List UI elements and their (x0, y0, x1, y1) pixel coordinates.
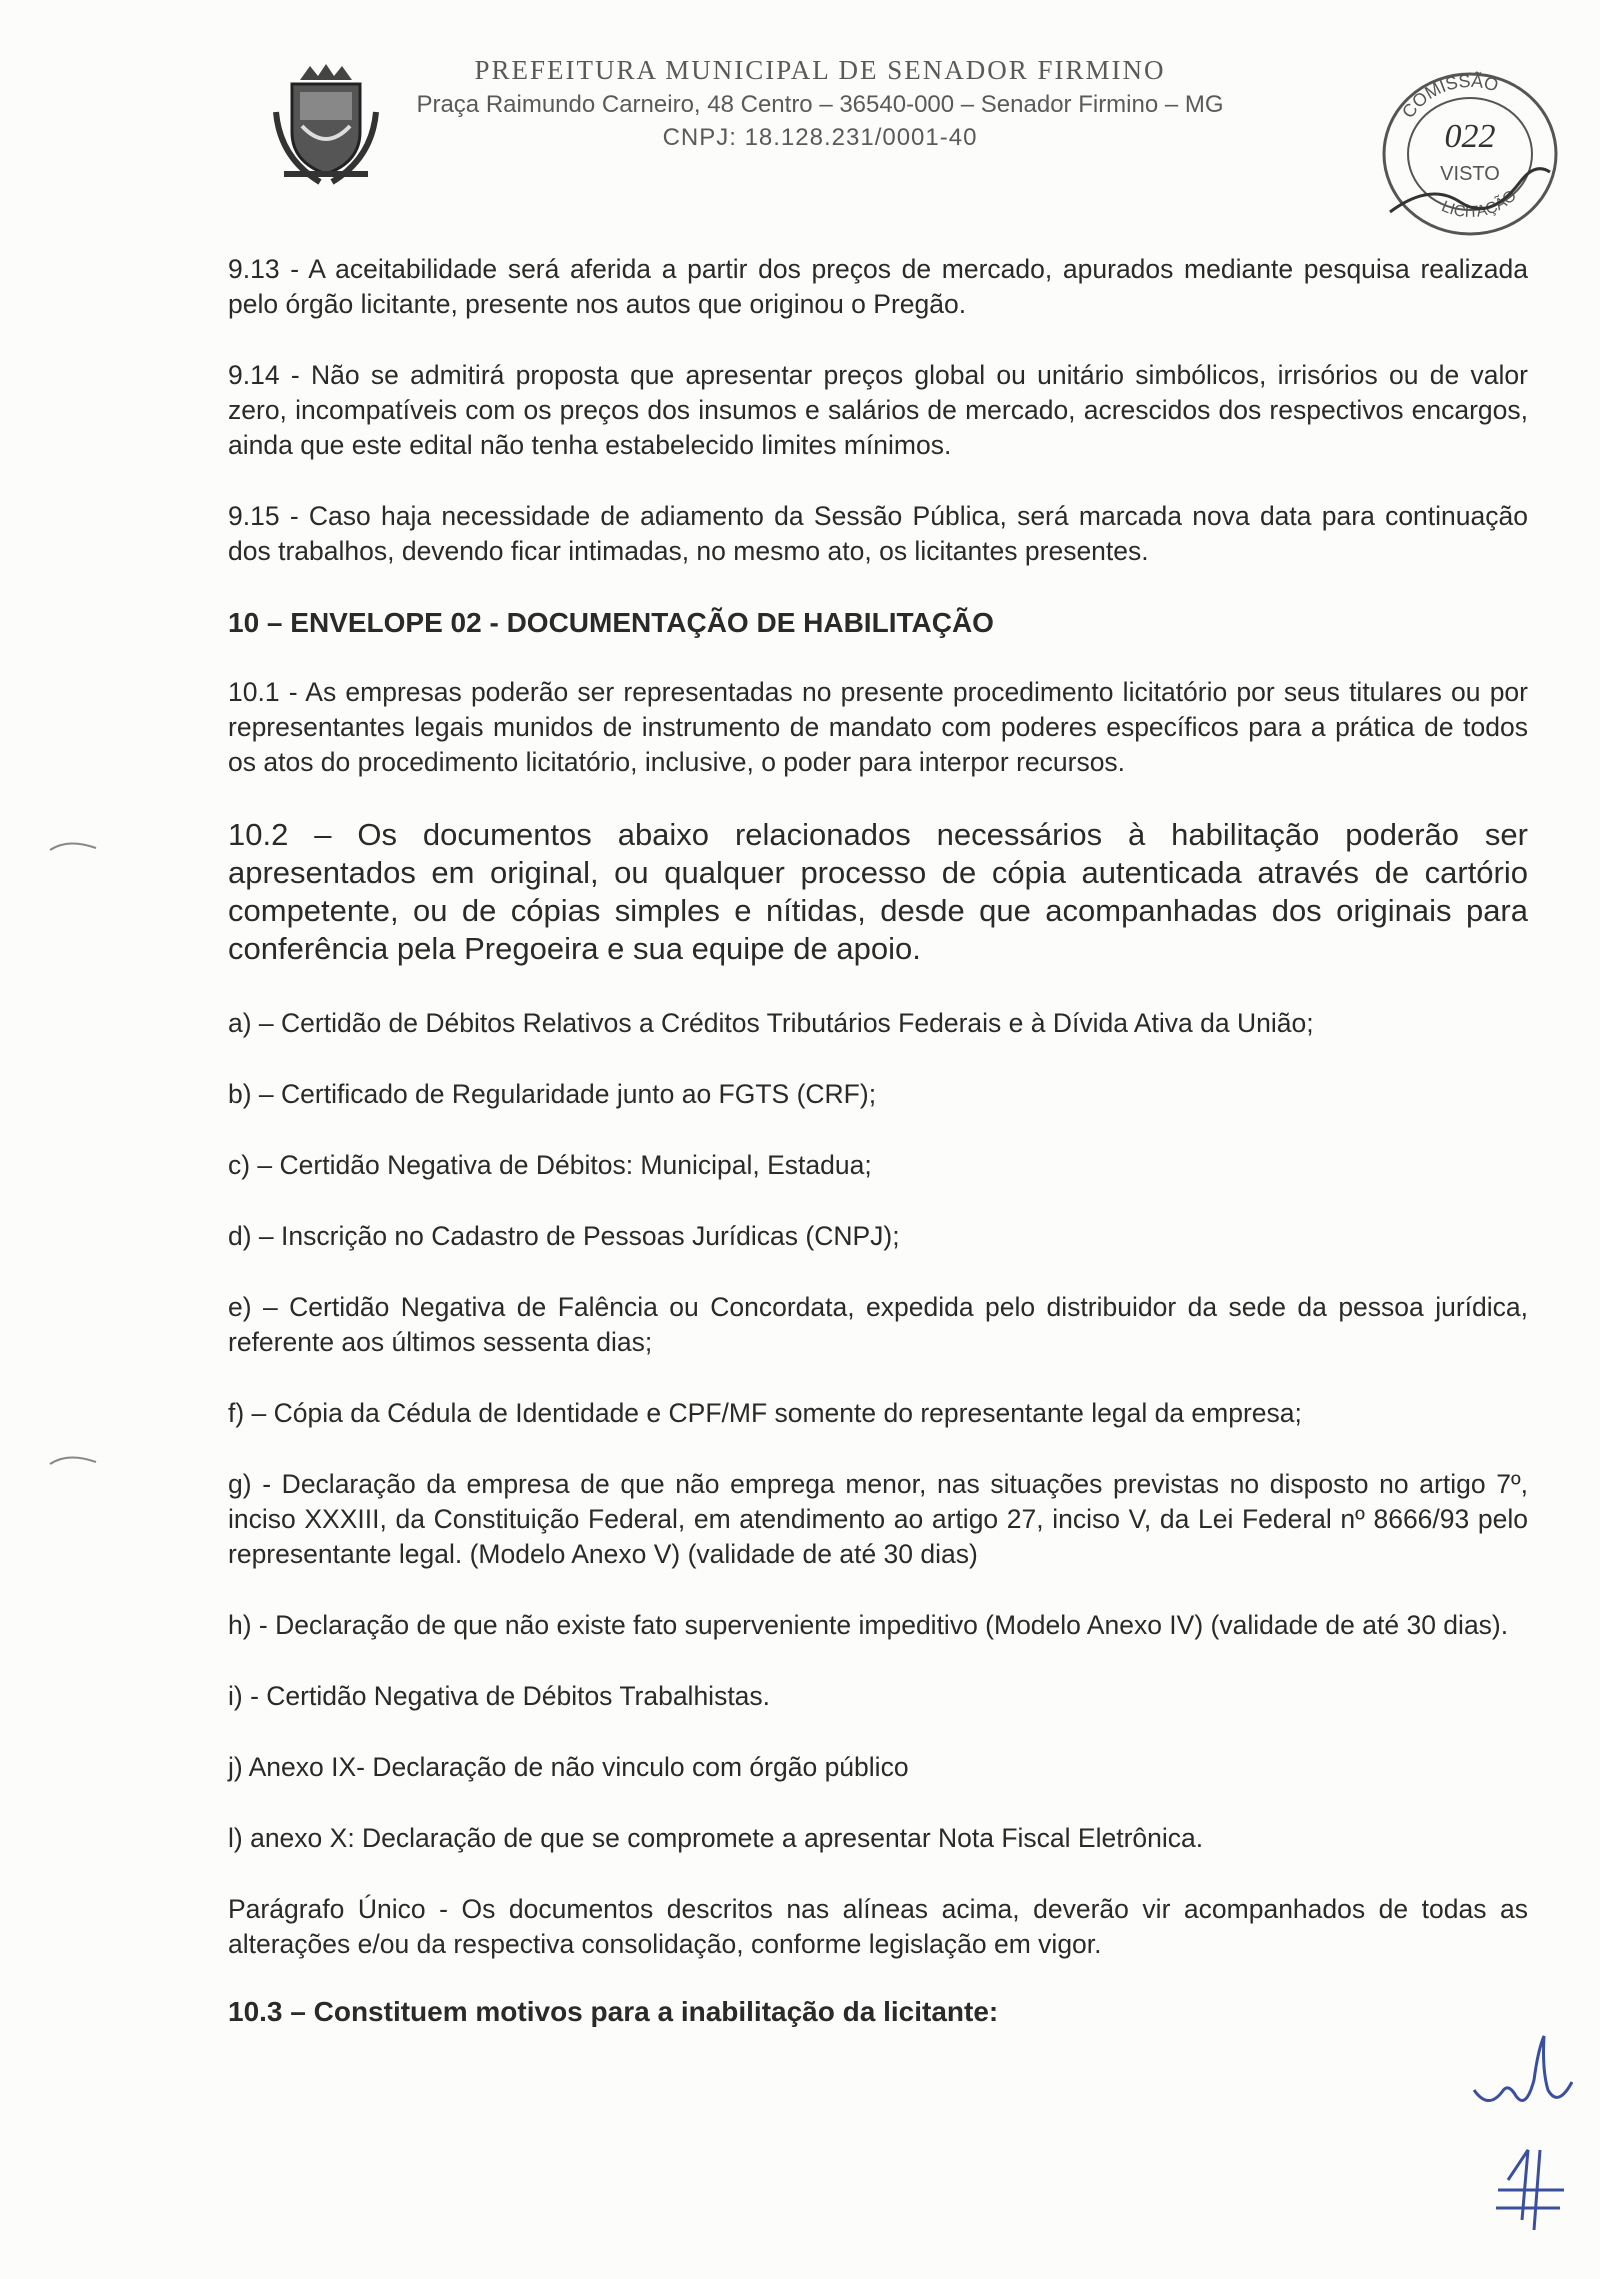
stamp-top-text: COMISSÃO (1397, 70, 1501, 122)
section-heading-10: 10 – ENVELOPE 02 - DOCUMENTAÇÃO DE HABILITAÇÃO (228, 607, 994, 638)
municipal-crest-icon (270, 62, 382, 188)
stamp-number: 022 (1444, 118, 1496, 155)
list-item-c: c) – Certidão Negativa de Débitos: Municipal, Estadua; (228, 1150, 872, 1180)
svg-text:COMISSÃO (1398, 70, 1501, 122)
list-item-b: b) – Certificado de Regularidade junto ao FGTS (CRF); (228, 1079, 877, 1109)
clause-9-13: 9.13 - A aceitabilidade será aferida a partir dos preços de mercado, apurados mediante pesquisa realizada pelo órgão licitante, presente nos autos que originou o Pregão. (228, 254, 1528, 319)
list-item-j: j) Anexo IX- Declaração de não vinculo com órgão público (228, 1752, 909, 1782)
list-item-l: l) anexo X: Declaração de que se compromete a apresentar Nota Fiscal Eletrônica. (228, 1823, 1204, 1853)
stamp-middle-text: VISTO (1440, 163, 1500, 185)
section-heading-10-3: 10.3 – Constituem motivos para a inabilitação da licitante: (228, 1996, 999, 2027)
list-item-e: e) – Certidão Negativa de Falência ou Concordata, expedida pelo distribuidor da sede da pessoa jurídica, referente aos últimos sessenta dias; (228, 1292, 1528, 1357)
margin-mark-icon (48, 838, 98, 854)
svg-text:LICITAÇÃO (1439, 187, 1520, 221)
list-item-a: a) – Certidão de Débitos Relativos a Créditos Tributários Federais e à Dívida Ativa da União; (228, 1008, 1314, 1038)
organization-address: Praça Raimundo Carneiro, 48 Centro – 36540-000 – Senador Firmino – MG (416, 91, 1224, 118)
stamp-bottom-text: LICITAÇÃO (1438, 187, 1521, 222)
list-item-g: g) - Declaração da empresa de que não emprega menor, nas situações previstas no disposto no artigo 7º, inciso XXXIII, da Constituição Federal, em atendimento ao artigo 27, inciso V, da Lei Federal nº 8666/93 pelo representante legal. (Modelo Anexo V) (validade de até 30 dias) (228, 1469, 1528, 1569)
list-item-d: d) – Inscrição no Cadastro de Pessoas Jurídicas (CNPJ); (228, 1221, 900, 1251)
clause-10-1: 10.1 - As empresas poderão ser representadas no presente procedimento licitatório por seus titulares ou por representantes legais munidos de instrumento de mandato com poderes específicos para a prática de todos os atos do procedimento licitatório, inclusive, o poder para interpor recursos. (228, 677, 1528, 777)
clause-9-14: 9.14 - Não se admitirá proposta que apresentar preços global ou unitário simbólicos, irrisórios ou de valor zero, incompatíveis com os preços dos insumos e salários de mercado, acrescidos dos respectivos encargos, ainda que este edital não tenha estabelecido limites mínimos. (228, 360, 1528, 460)
clause-10-2: 10.2 – Os documentos abaixo relacionados necessários à habilitação poderão ser apresentados em original, ou qualquer processo de cópia autenticada através de cartório competente, ou de cópias simples e nítidas, desde que acompanhadas dos originais para conferência pela Pregoeira e sua equipe de apoio. (228, 817, 1528, 966)
paragrafo-unico: Parágrafo Único - Os documentos descritos nas alíneas acima, deverão vir acompanhados de todas as alterações e/ou da respectiva consolidação, conforme legislação em vigor. (228, 1894, 1528, 1959)
document-body (228, 252, 1528, 2030)
handwritten-initials-icon (1468, 2030, 1578, 2260)
organization-cnpj: CNPJ: 18.128.231/0001-40 (662, 124, 978, 151)
letterhead (380, 52, 1260, 154)
margin-mark-icon (48, 1452, 98, 1468)
commission-stamp (1370, 62, 1570, 242)
list-item-f: f) – Cópia da Cédula de Identidade e CPF/MF somente do representante legal da empresa; (228, 1398, 1302, 1428)
list-item-h: h) - Declaração de que não existe fato superveniente impeditivo (Modelo Anexo IV) (validade de até 30 dias). (228, 1610, 1509, 1640)
list-item-i: i) - Certidão Negativa de Débitos Trabalhistas. (228, 1681, 771, 1711)
organization-name: PREFEITURA MUNICIPAL DE SENADOR FIRMINO (474, 55, 1166, 85)
clause-9-15: 9.15 - Caso haja necessidade de adiamento da Sessão Pública, será marcada nova data para continuação dos trabalhos, devendo ficar intimadas, no mesmo ato, os licitantes presentes. (228, 501, 1528, 566)
